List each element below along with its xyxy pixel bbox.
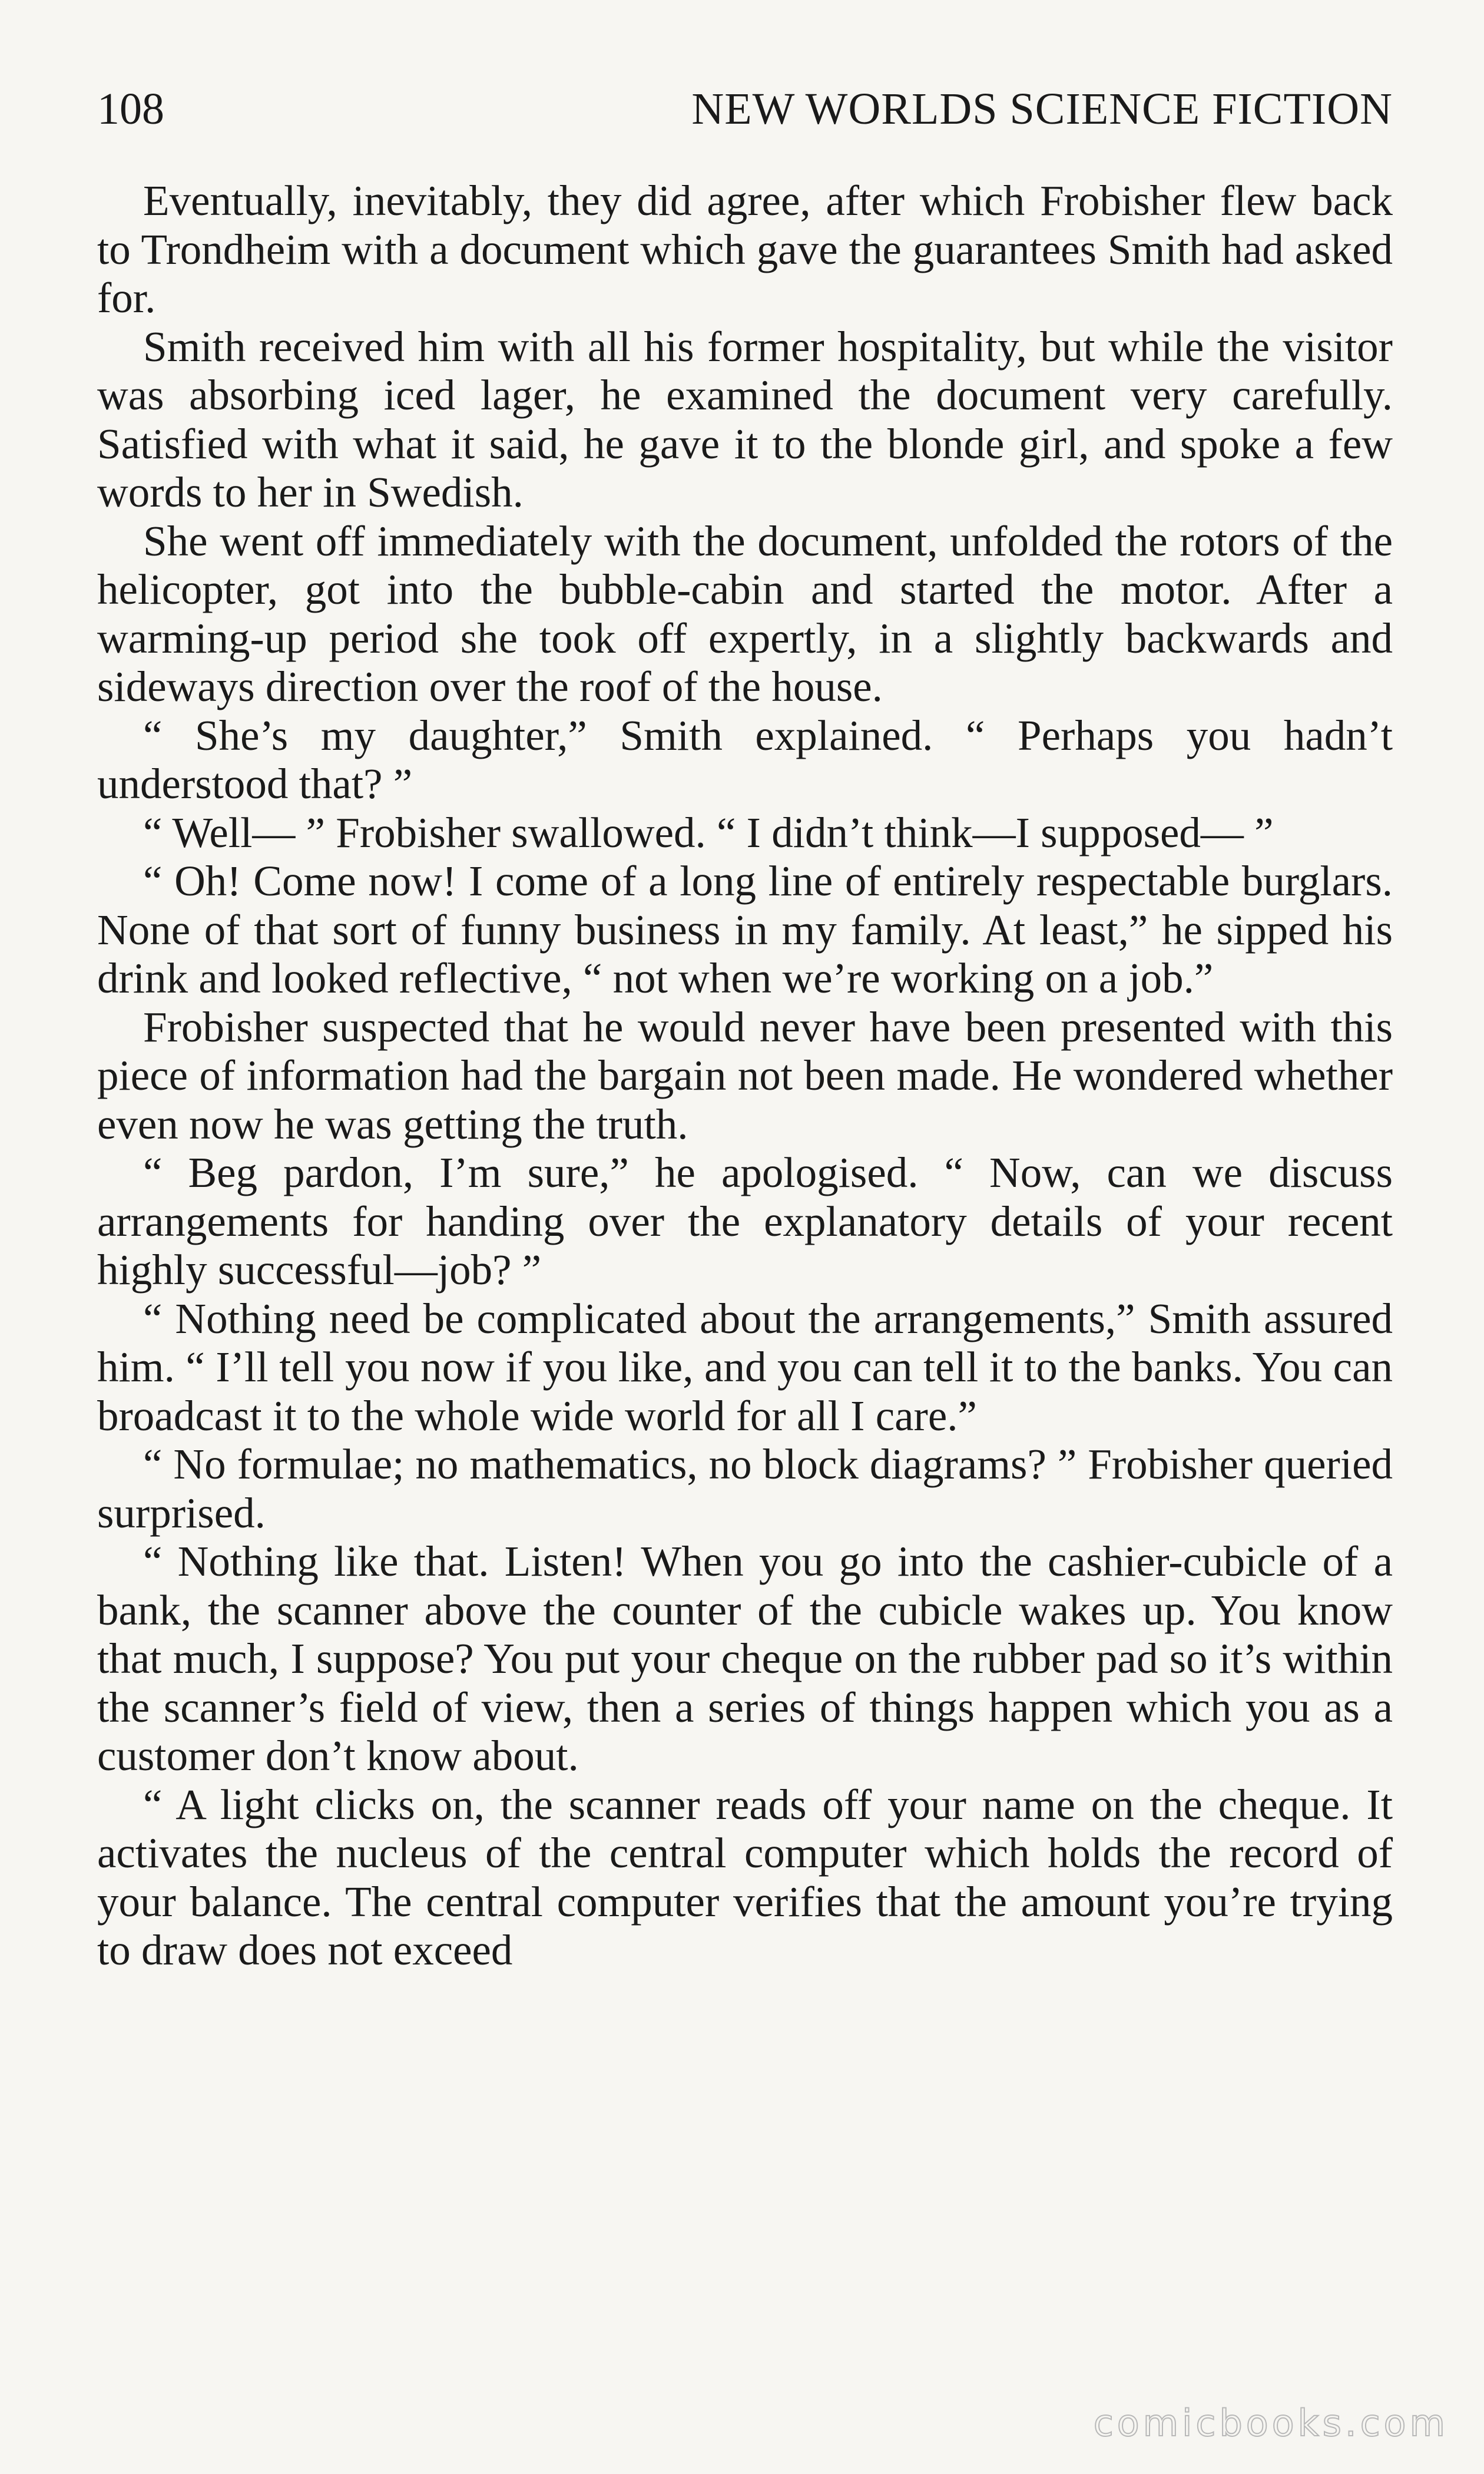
paragraph: “ She’s my daughter,” Smith explained. “ Perhaps you hadn’t understood that? ” [97,711,1393,808]
paragraph: “ Nothing need be complicated about the arrangements,” Smith assured him. “ I’ll tell you now if you like, and you can tell it to the banks. You can broadcast it to the whole wide world for all I care.” [97,1294,1393,1440]
page-header [97,77,1393,141]
paragraph: “ Oh! Come now! I come of a long line of entirely respectable burglars. None of that sort of funny business in my family. At least,” he sipped his drink and looked reflective, “ not when we’re working on a job.” [97,857,1393,1002]
paragraph: Eventually, inevitably, they did agree, after which Frobisher flew back to Trondheim with a document which gave the guarantees Smith had asked for. [97,177,1393,322]
paragraph: Frobisher suspected that he would never have been presented with this piece of information had the bargain not been made. He wondered whether even now he was getting the truth. [97,1003,1393,1148]
watermark-logo: comicbooks.com [1093,2402,1449,2445]
body-text [97,177,1393,1975]
running-title: NEW WORLDS SCIENCE FICTION [691,84,1393,134]
paragraph: “ No formulae; no mathematics, no block diagrams? ” Frobisher queried surprised. [97,1440,1393,1537]
paragraph: “ Nothing like that. Listen! When you go into the cashier-cubicle of a bank, the scanner above the counter of the cubicle wakes up. You know that much, I suppose? You put your cheque on the rubber pad so it’s within the scanner’s field of view, then a series of things happen which you as a customer don’t know about. [97,1537,1393,1780]
paragraph: “ A light clicks on, the scanner reads off your name on the cheque. It activates the nucleus of the central computer which holds the record of your balance. The central computer verifies that the amount you’re trying to draw does not exceed [97,1780,1393,1974]
paragraph: She went off immediately with the document, unfolded the rotors of the helicopter, got into the bubble-cabin and started the motor. After a warming-up period she took off expertly, in a slightly backwards and sideways direction over the roof of the house. [97,517,1393,710]
paragraph: “ Well— ” Frobisher swallowed. “ I didn’t think—I supposed— ” [143,808,1274,856]
paragraph: Smith received him with all his former hospitality, but while the visitor was absorbing iced lager, he examined the document very carefully. Satisfied with what it said, he gave it to the blonde girl, and spoke a few words to her in Swedish. [97,322,1393,516]
paragraph: “ Beg pardon, I’m sure,” he apologised. “ Now, can we discuss arrangements for handing over the explanatory details of your recent highly successful—job? ” [97,1149,1393,1294]
page-number: 108 [97,84,164,134]
